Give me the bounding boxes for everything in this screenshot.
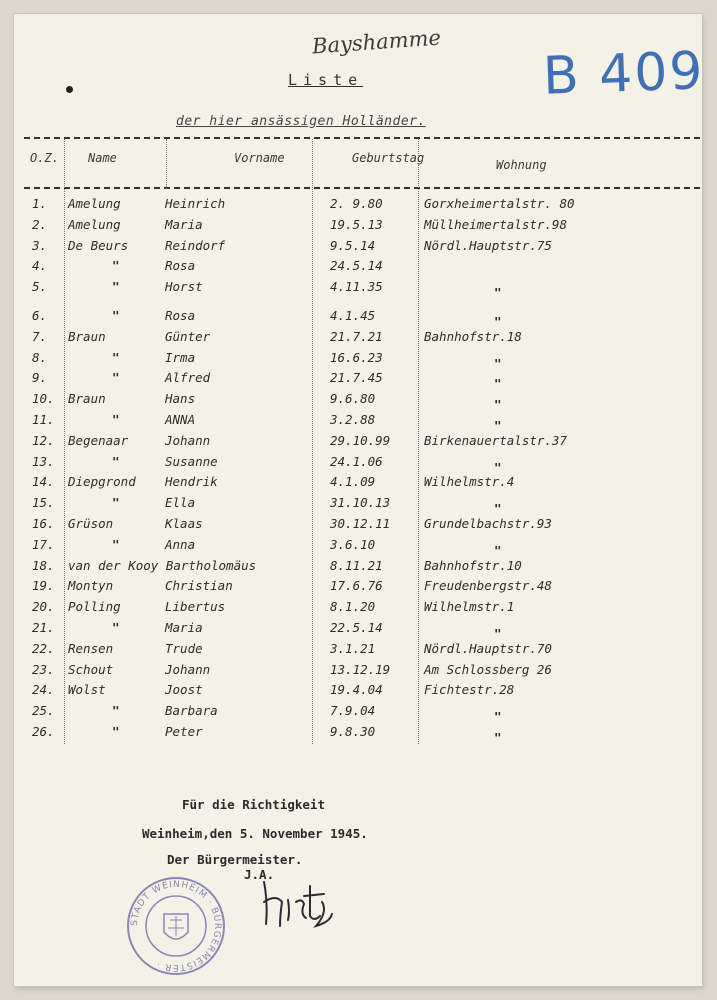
row-number: 12. [32, 432, 55, 448]
row-name: Braun [68, 328, 106, 344]
row-number: 24. [32, 682, 55, 698]
row-name: Braun [68, 391, 106, 407]
row-vorname: Rosa [165, 308, 196, 323]
row-number: 5. [32, 279, 48, 295]
row-geburtstag: 21.7.45 [330, 370, 383, 386]
row-name: De Beurs [68, 237, 129, 253]
row-geburtstag: 4.1.45 [330, 308, 376, 323]
row-name: Wolst [68, 682, 106, 698]
row-wohnung: Freudenbergstr.48 [424, 578, 552, 594]
row-name: Amelung [68, 216, 121, 232]
table-row [0, 474, 700, 494]
table-row [0, 196, 700, 216]
row-name: Rensen [68, 640, 114, 656]
row-name: " [112, 370, 120, 386]
row-wohnung: Wilhelmstr.1 [424, 599, 515, 615]
row-wohnung: " [494, 285, 502, 301]
footer-certification: Für die Richtigkeit [182, 797, 325, 812]
row-geburtstag: 13.12.19 [330, 661, 391, 677]
handwritten-note: Bayshamme [311, 25, 442, 59]
table-row [0, 537, 700, 557]
row-geburtstag: 19.5.13 [330, 216, 383, 232]
official-stamp [124, 874, 228, 978]
header-wohnung: Wohnung [496, 158, 547, 172]
row-geburtstag: 9.5.14 [330, 237, 376, 253]
row-number: 13. [32, 453, 55, 469]
punch-hole [66, 86, 73, 93]
row-number: 18. [32, 557, 55, 573]
document-subtitle: der hier ansässigen Holländer. [176, 114, 426, 129]
archive-number: B 409 [542, 41, 706, 107]
row-geburtstag: 24.1.06 [330, 453, 383, 469]
row-vorname: Trude [165, 640, 203, 656]
row-geburtstag: 19.4.04 [330, 682, 383, 698]
row-wohnung: " [494, 730, 502, 745]
table-row [0, 620, 700, 640]
row-vorname: Horst [165, 279, 203, 295]
row-geburtstag: 4.11.35 [330, 279, 383, 295]
row-vorname: Rosa [165, 258, 196, 274]
row-number: 3. [32, 237, 48, 253]
row-number: 17. [32, 536, 55, 552]
row-name: Diepgrond [68, 474, 136, 490]
row-vorname: Barbara [165, 703, 218, 719]
row-vorname: Klaas [165, 516, 203, 531]
row-number: 16. [32, 516, 55, 531]
row-geburtstag: 3.6.10 [330, 536, 376, 552]
row-geburtstag: 29.10.99 [330, 432, 391, 448]
table-row [0, 391, 700, 411]
row-vorname: Ella [165, 495, 196, 511]
row-wohnung: " [494, 501, 502, 517]
header-name: Name [88, 151, 117, 165]
row-wohnung: Wilhelmstr.4 [424, 474, 515, 490]
row-wohnung: " [494, 397, 502, 413]
row-wohnung: " [494, 542, 502, 558]
row-number: 21. [32, 620, 55, 635]
row-name: " [112, 703, 120, 719]
row-wohnung: " [494, 626, 502, 641]
table-top-rule [24, 137, 700, 139]
table-row [0, 516, 700, 536]
row-number: 14. [32, 474, 55, 490]
table-row [0, 703, 700, 723]
table-row [0, 682, 700, 702]
row-geburtstag: 16.6.23 [330, 349, 383, 365]
row-vorname: Joost [165, 682, 203, 698]
header-geburtstag: Geburtstag [352, 151, 425, 165]
row-wohnung: Müllheimertalstr.98 [424, 216, 567, 232]
row-vorname: Irma [165, 349, 196, 365]
row-geburtstag: 8.1.20 [330, 599, 376, 615]
row-number: 6. [32, 308, 48, 323]
table-row [0, 308, 700, 328]
row-name: Grüson [68, 516, 114, 531]
row-vorname: Johann [165, 661, 211, 677]
table-row [0, 662, 700, 682]
stamp-text: STADT WEINHEIM · BÜRGERMEISTER · [129, 879, 223, 973]
row-vorname: Anna [165, 536, 196, 552]
table-row [0, 258, 700, 278]
table-row [0, 370, 700, 390]
row-geburtstag: 21.7.21 [330, 328, 383, 344]
row-vorname: Johann [165, 432, 211, 448]
row-geburtstag: 30.12.11 [330, 516, 391, 531]
row-name: " [112, 620, 120, 635]
footer-mayor: Der Bürgermeister. [167, 852, 303, 867]
header-vorname: Vorname [234, 151, 285, 165]
row-wohnung: Gorxheimertalstr. 80 [424, 196, 575, 211]
row-wohnung: Am Schlossberg 26 [424, 661, 552, 677]
row-name: Polling [68, 599, 121, 615]
row-name: " [112, 495, 120, 511]
row-number: 7. [32, 328, 48, 344]
row-wohnung: Bahnhofstr.10 [424, 557, 522, 573]
row-vorname: Maria [165, 620, 203, 635]
table-row [0, 279, 700, 299]
row-geburtstag: 31.10.13 [330, 495, 391, 511]
table-row [0, 578, 700, 598]
table-row [0, 454, 700, 474]
row-name: " [112, 258, 120, 274]
row-number: 19. [32, 578, 55, 594]
document-title: Liste [288, 71, 364, 89]
table-row [0, 217, 700, 237]
footer-ia: J.A. [244, 867, 275, 882]
row-geburtstag: 9.6.80 [330, 391, 376, 407]
row-vorname: Peter [165, 724, 203, 739]
row-number: 4. [32, 258, 48, 274]
table-row [0, 350, 700, 370]
row-geburtstag: 22.5.14 [330, 620, 383, 635]
table-header-rule [24, 187, 700, 189]
row-geburtstag: 9.8.30 [330, 724, 376, 739]
row-wohnung: " [494, 418, 502, 433]
row-vorname: Heinrich [165, 196, 226, 211]
row-name: Schout [68, 661, 114, 677]
row-wohnung: " [494, 314, 502, 329]
row-number: 20. [32, 599, 55, 615]
table-row [0, 495, 700, 515]
row-number: 9. [32, 370, 48, 386]
header-nr: O.Z. [30, 151, 59, 165]
row-geburtstag: 17.6.76 [330, 578, 383, 594]
row-number: 23. [32, 661, 55, 677]
table-row [0, 558, 700, 578]
row-wohnung: Nördl.Hauptstr.70 [424, 640, 552, 656]
row-name: " [112, 349, 120, 365]
row-wohnung: " [494, 376, 502, 392]
row-wohnung: Fichtestr.28 [424, 682, 515, 698]
column-divider [166, 139, 167, 189]
row-vorname: Hans [165, 391, 196, 407]
row-name: " [112, 453, 120, 469]
row-name: " [112, 412, 120, 427]
row-geburtstag: 7.9.04 [330, 703, 376, 719]
table-row [0, 238, 700, 258]
row-name: " [112, 536, 120, 552]
row-vorname: Christian [165, 578, 233, 594]
table-row [0, 599, 700, 619]
row-geburtstag: 8.11.21 [330, 557, 383, 573]
table-row [0, 433, 700, 453]
row-number: 2. [32, 216, 48, 232]
row-vorname: Alfred [165, 370, 211, 386]
signature [258, 872, 338, 932]
footer-place-date: Weinheim,den 5. November 1945. [142, 826, 368, 841]
row-number: 11. [32, 412, 55, 427]
row-wohnung: Nördl.Hauptstr.75 [424, 237, 552, 253]
row-name: " [112, 279, 120, 295]
row-vorname: Günter [165, 328, 211, 344]
row-vorname: Maria [165, 216, 203, 232]
row-number: 26. [32, 724, 55, 739]
row-wohnung: " [494, 355, 502, 371]
row-number: 10. [32, 391, 55, 407]
row-name: Begenaar [68, 432, 129, 448]
row-name: Amelung [68, 196, 121, 211]
table-row [0, 641, 700, 661]
row-vorname: ANNA [165, 412, 196, 427]
row-vorname: Libertus [165, 599, 226, 615]
row-wohnung: " [494, 459, 502, 475]
row-number: 1. [32, 196, 48, 211]
row-name: Montyn [68, 578, 114, 594]
row-vorname: Susanne [165, 453, 218, 469]
row-number: 15. [32, 495, 55, 511]
row-name: " [112, 724, 120, 739]
row-wohnung: " [494, 709, 502, 725]
table-row [0, 329, 700, 349]
row-geburtstag: 2. 9.80 [330, 196, 383, 211]
row-geburtstag: 4.1.09 [330, 474, 376, 490]
row-wohnung: Grundelbachstr.93 [424, 516, 552, 531]
row-number: 8. [32, 349, 48, 365]
row-wohnung: Birkenauertalstr.37 [424, 432, 567, 448]
row-name: van der Kooy Bartholomäus [68, 557, 257, 573]
row-vorname: Hendrik [165, 474, 218, 490]
row-geburtstag: 3.1.21 [330, 640, 376, 656]
table-row [0, 724, 700, 744]
row-number: 25. [32, 703, 55, 719]
row-geburtstag: 24.5.14 [330, 258, 383, 274]
row-geburtstag: 3.2.88 [330, 412, 376, 427]
row-number: 22. [32, 640, 55, 656]
row-name: " [112, 308, 120, 323]
row-vorname: Reindorf [165, 237, 226, 253]
row-wohnung: Bahnhofstr.18 [424, 328, 522, 344]
table-row [0, 412, 700, 432]
